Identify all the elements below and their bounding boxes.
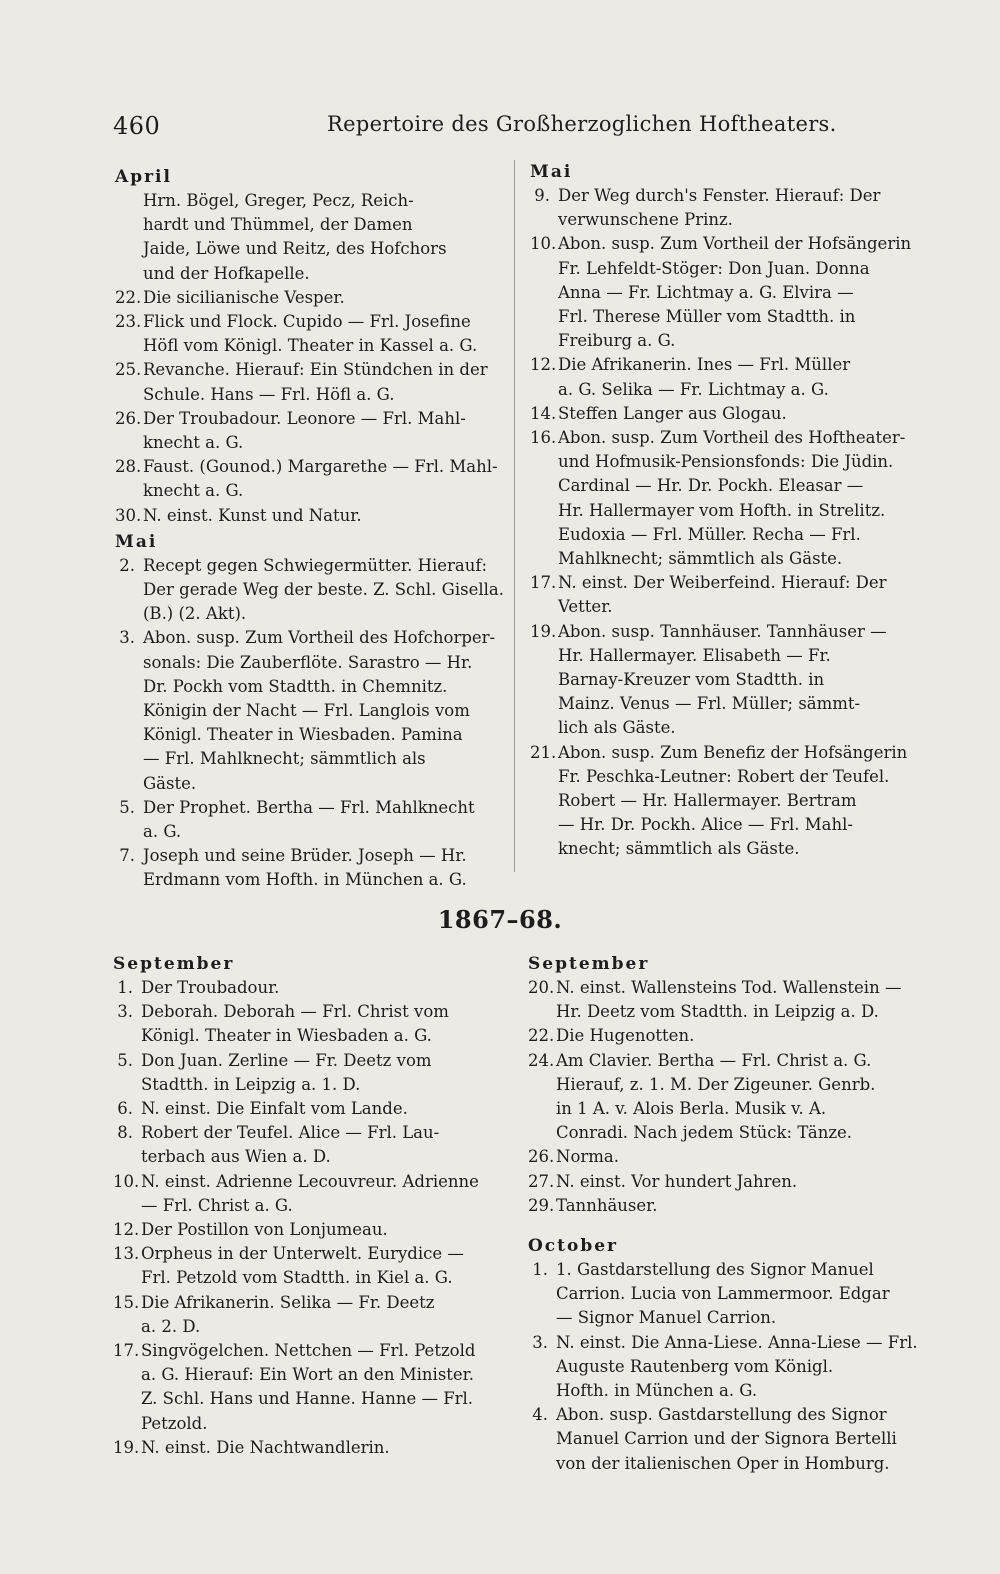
entry-line: und Hofmusik-Pensionsfonds: Die Jüdin.: [558, 452, 894, 472]
entry-line: Freiburg a. G.: [558, 331, 676, 351]
entry-day-number: 30.: [115, 505, 142, 525]
month-heading-mai: Mai: [530, 162, 573, 182]
entry-day-number: 3.: [117, 1002, 133, 1022]
entry-line: Hr. Hallermayer. Elisabeth — Fr.: [558, 645, 831, 665]
entry-line: (B.) (2. Akt).: [143, 604, 247, 624]
april-intro: [115, 189, 505, 286]
entry-line: N. einst. Wallensteins Tod. Wallenstein —: [556, 978, 902, 997]
entry-line: Die Afrikanerin. Ines — Frl. Müller: [558, 355, 851, 375]
repertoire-entry: [115, 554, 505, 627]
entry-line: Tannhäuser.: [556, 1195, 658, 1215]
page-number: 460: [113, 112, 161, 140]
column-top-left: [115, 163, 505, 893]
entry-line: — Frl. Christ a. G.: [141, 1195, 293, 1215]
entry-line: Fr. Peschka-Leutner: Robert der Teufel.: [558, 766, 890, 786]
entry-line: Steffen Langer aus Glogau.: [558, 403, 787, 423]
entry-line: Abon. susp. Zum Vortheil des Hoftheater-: [558, 428, 906, 448]
entry-line: Die Afrikanerin. Selika — Fr. Deetz: [141, 1292, 435, 1312]
repertoire-entry: [113, 1049, 503, 1097]
entry-line: Der gerade Weg der beste. Z. Schl. Gisella.: [143, 580, 505, 600]
entry-line: knecht a. G.: [143, 433, 244, 453]
entry-line: Dr. Pockh vom Stadtth. in Chemnitz.: [143, 676, 448, 696]
entry-day-number: 16.: [530, 428, 557, 448]
entry-line: Flick und Flock. Cupido — Frl. Josefine: [143, 312, 471, 332]
month-heading-october: October: [528, 1236, 619, 1257]
entry-line: Norma.: [556, 1147, 619, 1167]
repertoire-entry: [115, 626, 505, 795]
entry-line: Der Prophet. Bertha — Frl. Mahlknecht: [143, 797, 475, 817]
entry-line: Gäste.: [143, 773, 197, 793]
entry-line: Stadtth. in Leipzig a. 1. D.: [141, 1074, 361, 1094]
entry-line: Hr. Hallermayer vom Hofth. in Strelitz.: [558, 500, 886, 520]
repertoire-entry: [113, 1436, 503, 1460]
entry-line: Frl. Petzold vom Stadtth. in Kiel a. G.: [141, 1268, 453, 1288]
intro-paragraph: [115, 189, 505, 286]
repertoire-entry: [530, 426, 920, 571]
entry-day-number: 19.: [113, 1437, 140, 1457]
entry-line: Conradi. Nach jedem Stück: Tänze.: [556, 1123, 853, 1143]
entry-day-number: 14.: [530, 403, 557, 423]
entry-day-number: 21.: [530, 742, 557, 762]
column-bottom-left: [113, 950, 503, 1460]
entry-day-number: 12.: [530, 355, 557, 375]
repertoire-entry: [113, 976, 503, 1000]
entry-line: Abon. susp. Tannhäuser. Tannhäuser —: [558, 621, 887, 641]
entry-day-number: 12.: [113, 1220, 140, 1240]
entry-line: Anna — Fr. Lichtmay a. G. Elvira —: [558, 282, 854, 302]
entry-day-number: 9.: [534, 186, 550, 205]
entry-line: a. G. Selika — Fr. Lichtmay a. G.: [558, 379, 829, 399]
september-entries-continued: [528, 976, 918, 1218]
repertoire-entry: [113, 1121, 503, 1169]
entry-line: Revanche. Hierauf: Ein Stündchen in der: [143, 360, 488, 380]
entry-line: Höfl vom Königl. Theater in Kassel a. G.: [143, 336, 478, 356]
entry-line: verwunschene Prinz.: [558, 210, 733, 230]
entry-line: Auguste Rautenberg vom Königl.: [556, 1356, 834, 1376]
entry-line: Abon. susp. Zum Benefiz der Hofsängerin: [558, 742, 908, 762]
entry-line: Königin der Nacht — Frl. Langlois vom: [143, 701, 470, 721]
entry-line: Petzold.: [141, 1413, 208, 1433]
month-heading-september: September: [113, 954, 235, 974]
entry-line: Der Postillon von Lonjumeau.: [141, 1220, 388, 1240]
entry-line: Don Juan. Zerline — Fr. Deetz vom: [141, 1050, 432, 1070]
entry-line: 1. Gastdarstellung des Signor Manuel: [556, 1260, 874, 1280]
entry-line: Hofth. in München a. G.: [556, 1381, 758, 1401]
entry-line: terbach aus Wien a. D.: [141, 1147, 331, 1167]
repertoire-entry: [528, 1194, 918, 1218]
entry-day-number: 22.: [528, 1026, 555, 1046]
entry-day-number: 26.: [115, 408, 142, 428]
repertoire-entry: [528, 1170, 918, 1194]
entry-day-number: 20.: [528, 978, 555, 997]
entry-line: Barnay-Kreuzer vom Stadtth. in: [558, 670, 825, 690]
entry-line: Hr. Deetz vom Stadtth. in Leipzig a. D.: [556, 1002, 879, 1022]
month-heading-september: September: [528, 954, 650, 974]
repertoire-entry: [115, 796, 505, 844]
entry-line: N. einst. Die Einfalt vom Lande.: [141, 1099, 408, 1119]
entry-line: Der Troubadour.: [141, 978, 280, 997]
repertoire-entry: [528, 1024, 918, 1048]
entry-line: Schule. Hans — Frl. Höfl a. G.: [143, 384, 395, 404]
entry-line: Deborah. Deborah — Frl. Christ vom: [141, 1002, 449, 1022]
entry-line: N. einst. Der Weiberfeind. Hierauf: Der: [558, 573, 887, 593]
entry-line: Orpheus in der Unterwelt. Eurydice —: [141, 1244, 464, 1264]
entry-day-number: 10.: [530, 234, 557, 254]
repertoire-entry: [528, 1049, 918, 1146]
entry-line: knecht a. G.: [143, 481, 244, 501]
april-entries: [115, 286, 505, 528]
entry-line: — Signor Manuel Carrion.: [556, 1308, 777, 1328]
season-heading: 1867–68.: [437, 905, 563, 934]
entry-line: Fr. Lehfeldt-Stöger: Don Juan. Donna: [558, 258, 870, 278]
repertoire-entry: [115, 504, 505, 528]
entry-day-number: 6.: [117, 1099, 133, 1119]
entry-line: — Hr. Dr. Pockh. Alice — Frl. Mahl-: [558, 815, 853, 835]
repertoire-entry: [113, 1000, 503, 1048]
repertoire-entry: [113, 1097, 503, 1121]
repertoire-entry: [115, 310, 505, 358]
entry-day-number: 3.: [119, 628, 135, 648]
month-heading-mai: Mai: [115, 531, 158, 552]
entry-line: Singvögelchen. Nettchen — Frl. Petzold: [141, 1341, 476, 1361]
entry-line: Frl. Therese Müller vom Stadtth. in: [558, 307, 856, 327]
entry-day-number: 17.: [530, 573, 557, 593]
entry-line: Eudoxia — Frl. Müller. Recha — Frl.: [558, 524, 861, 544]
entry-day-number: 28.: [115, 457, 142, 477]
column-divider: [514, 160, 515, 872]
repertoire-entry: [528, 976, 918, 1024]
september-entries: [113, 976, 503, 1460]
entry-line: Robert der Teufel. Alice — Frl. Lau-: [141, 1123, 440, 1143]
entry-line: Recept gegen Schwiegermütter. Hierauf:: [143, 555, 488, 575]
repertoire-entry: [530, 353, 920, 401]
entry-line: Z. Schl. Hans und Hanne. Hanne — Frl.: [141, 1389, 474, 1409]
month-heading-april: April: [115, 167, 172, 187]
mai-entries: [115, 554, 505, 893]
repertoire-entry: [115, 844, 505, 892]
entry-line: Manuel Carrion und der Signora Bertelli: [556, 1429, 897, 1449]
intro-line: hardt und Thümmel, der Damen: [143, 215, 413, 235]
entry-line: — Frl. Mahlknecht; sämmtlich als: [143, 749, 426, 769]
entry-day-number: 7.: [119, 846, 135, 866]
repertoire-entry: [528, 1331, 918, 1404]
entry-line: Hierauf, z. 1. M. Der Zigeuner. Genrb.: [556, 1074, 876, 1094]
entry-line: Abon. susp. Zum Vortheil der Hofsängerin: [558, 234, 912, 254]
repertoire-entry: [530, 620, 920, 741]
entry-day-number: 26.: [528, 1147, 555, 1167]
entry-line: Robert — Hr. Hallermayer. Bertram: [558, 791, 857, 811]
entry-line: N. einst. Die Nachtwandlerin.: [141, 1437, 390, 1457]
intro-line: Jaide, Löwe und Reitz, des Hofchors: [143, 239, 447, 259]
entry-day-number: 23.: [115, 312, 142, 332]
entry-day-number: 13.: [113, 1244, 140, 1264]
intro-line: und der Hofkapelle.: [143, 263, 310, 283]
entry-day-number: 4.: [532, 1405, 548, 1425]
entry-day-number: 8.: [117, 1123, 133, 1143]
entry-day-number: 1.: [532, 1260, 548, 1280]
entry-day-number: 5.: [119, 797, 135, 817]
entry-day-number: 1.: [117, 978, 133, 997]
repertoire-entry: [528, 1145, 918, 1169]
entry-line: Abon. susp. Zum Vortheil des Hofchorper-: [143, 628, 496, 648]
entry-day-number: 2.: [119, 555, 135, 575]
entry-day-number: 22.: [115, 287, 142, 307]
entry-line: knecht; sämmtlich als Gäste.: [558, 839, 800, 859]
entry-line: Cardinal — Hr. Dr. Pockh. Eleasar —: [558, 476, 864, 496]
repertoire-entry: [115, 407, 505, 455]
mai-entries-continued: [530, 184, 920, 862]
entry-day-number: 17.: [113, 1341, 140, 1361]
entry-day-number: 29.: [528, 1195, 555, 1215]
entry-line: Faust. (Gounod.) Margarethe — Frl. Mahl-: [143, 457, 498, 477]
repertoire-entry: [115, 358, 505, 406]
repertoire-entry: [530, 741, 920, 862]
entry-line: Königl. Theater in Wiesbaden. Pamina: [143, 725, 463, 745]
entry-line: a. G. Hierauf: Ein Wort an den Minister.: [141, 1365, 474, 1385]
column-top-right: [530, 158, 920, 862]
entry-day-number: 5.: [117, 1050, 133, 1070]
entry-line: Joseph und seine Brüder. Joseph — Hr.: [143, 846, 467, 866]
entry-line: Die Hugenotten.: [556, 1026, 695, 1046]
entry-line: Abon. susp. Gastdarstellung des Signor: [556, 1405, 887, 1425]
column-bottom-right: [528, 950, 918, 1476]
entry-day-number: 19.: [530, 621, 557, 641]
entry-line: N. einst. Adrienne Lecouvreur. Adrienne: [141, 1171, 479, 1191]
repertoire-entry: [115, 286, 505, 310]
repertoire-entry: [113, 1218, 503, 1242]
intro-line: Hrn. Bögel, Greger, Pecz, Reich-: [143, 191, 414, 210]
running-title: Repertoire des Großherzoglichen Hoftheaters.: [327, 112, 837, 136]
october-entries: [528, 1258, 918, 1476]
repertoire-entry: [530, 232, 920, 353]
entry-line: Am Clavier. Bertha — Frl. Christ a. G.: [556, 1050, 872, 1070]
repertoire-entry: [528, 1403, 918, 1476]
entry-line: a. 2. D.: [141, 1316, 201, 1336]
entry-line: Mahlknecht; sämmtlich als Gäste.: [558, 549, 843, 569]
entry-line: sonals: Die Zauberflöte. Sarastro — Hr.: [143, 652, 473, 672]
entry-line: Die sicilianische Vesper.: [143, 287, 345, 307]
entry-line: Der Troubadour. Leonore — Frl. Mahl-: [143, 408, 466, 428]
entry-day-number: 15.: [113, 1292, 140, 1312]
entry-day-number: 25.: [115, 360, 142, 380]
entry-line: N. einst. Vor hundert Jahren.: [556, 1171, 798, 1191]
entry-day-number: 3.: [532, 1332, 548, 1352]
repertoire-entry: [113, 1170, 503, 1218]
entry-line: Vetter.: [558, 597, 613, 617]
entry-line: a. G.: [143, 822, 182, 842]
repertoire-entry: [528, 1258, 918, 1331]
repertoire-entry: [113, 1242, 503, 1290]
entry-line: Königl. Theater in Wiesbaden a. G.: [141, 1026, 432, 1046]
entry-line: N. einst. Die Anna-Liese. Anna-Liese — Frl.: [556, 1332, 918, 1352]
repertoire-entry: [113, 1339, 503, 1436]
entry-line: in 1 A. v. Alois Berla. Musik v. A.: [556, 1099, 827, 1119]
entry-line: lich als Gäste.: [558, 718, 676, 738]
entry-line: Carrion. Lucia von Lammermoor. Edgar: [556, 1284, 890, 1304]
entry-line: Der Weg durch's Fenster. Hierauf: Der: [558, 186, 881, 205]
entry-day-number: 10.: [113, 1171, 140, 1191]
repertoire-entry: [115, 455, 505, 503]
entry-line: Mainz. Venus — Frl. Müller; sämmt-: [558, 694, 861, 714]
entry-day-number: 24.: [528, 1050, 555, 1070]
repertoire-entry: [530, 402, 920, 426]
repertoire-entry: [530, 571, 920, 619]
page-header: [0, 112, 1000, 146]
repertoire-entry: [113, 1291, 503, 1339]
entry-day-number: 27.: [528, 1171, 555, 1191]
entry-line: Erdmann vom Hofth. in München a. G.: [143, 870, 467, 890]
entry-line: N. einst. Kunst und Natur.: [143, 505, 362, 525]
repertoire-entry: [530, 184, 920, 232]
entry-line: von der italienischen Oper in Homburg.: [556, 1453, 890, 1473]
